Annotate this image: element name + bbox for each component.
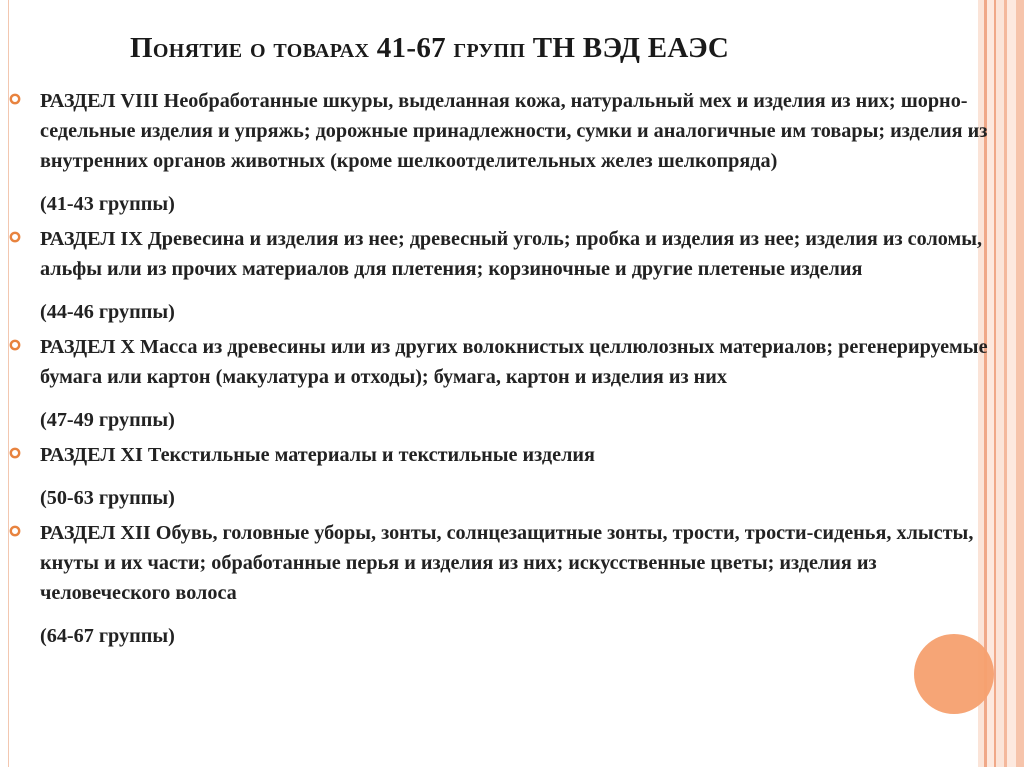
section-text: РАЗДЕЛ X Масса из древесины или из других волокнистых целлюлозных материалов; регенерируемые бумага или картон (макулатура и отходы); бумага, картон и изделия из них xyxy=(40,336,988,388)
circle-bullet-icon xyxy=(9,227,21,249)
circle-bullet-icon xyxy=(9,335,21,357)
section-list xyxy=(40,86,1005,656)
list-item xyxy=(40,332,1005,435)
circle-bullet-icon xyxy=(9,443,21,465)
group-range: (44-46 группы) xyxy=(40,301,175,323)
list-item xyxy=(40,86,1005,219)
group-range: (50-63 группы) xyxy=(40,487,175,509)
section-text: РАЗДЕЛ XI Текстильные материалы и текстильные изделия xyxy=(40,444,595,466)
list-item xyxy=(40,518,1005,651)
section-text: РАЗДЕЛ XII Обувь, головные уборы, зонты, солнцезащитные зонты, трости, трости-сиденья, хлысты, кнуты и их части; обработанные перья и изделия из них; искусственные цветы; изделия из человеческого волоса xyxy=(40,522,974,604)
decorative-circle xyxy=(914,634,994,714)
circle-bullet-icon xyxy=(9,521,21,543)
section-text: РАЗДЕЛ IX Древесина и изделия из нее; древесный уголь; пробка и изделия из нее; изделия из соломы, альфы или из прочих материалов для плетения; корзиночные и другие плетеные изделия xyxy=(40,228,983,280)
list-item xyxy=(40,224,1005,327)
circle-bullet-icon xyxy=(9,89,21,111)
list-item xyxy=(40,440,1005,513)
slide-left-border xyxy=(8,0,9,767)
group-range: (47-49 группы) xyxy=(40,409,175,431)
slide-title: Понятие о товарах 41-67 групп ТН ВЭД ЕАЭС xyxy=(130,32,730,64)
section-text: РАЗДЕЛ VIII Необработанные шкуры, выделанная кожа, натуральный мех и изделия из них; шорно-седельные изделия и упряжь; дорожные принадлежности, сумки и аналогичные им товары; изделия из внутренних органов животных (кроме шелкоотделительных желез шелкопряда) xyxy=(40,90,988,172)
group-range: (41-43 группы) xyxy=(40,193,175,215)
group-range: (64-67 группы) xyxy=(40,625,175,647)
